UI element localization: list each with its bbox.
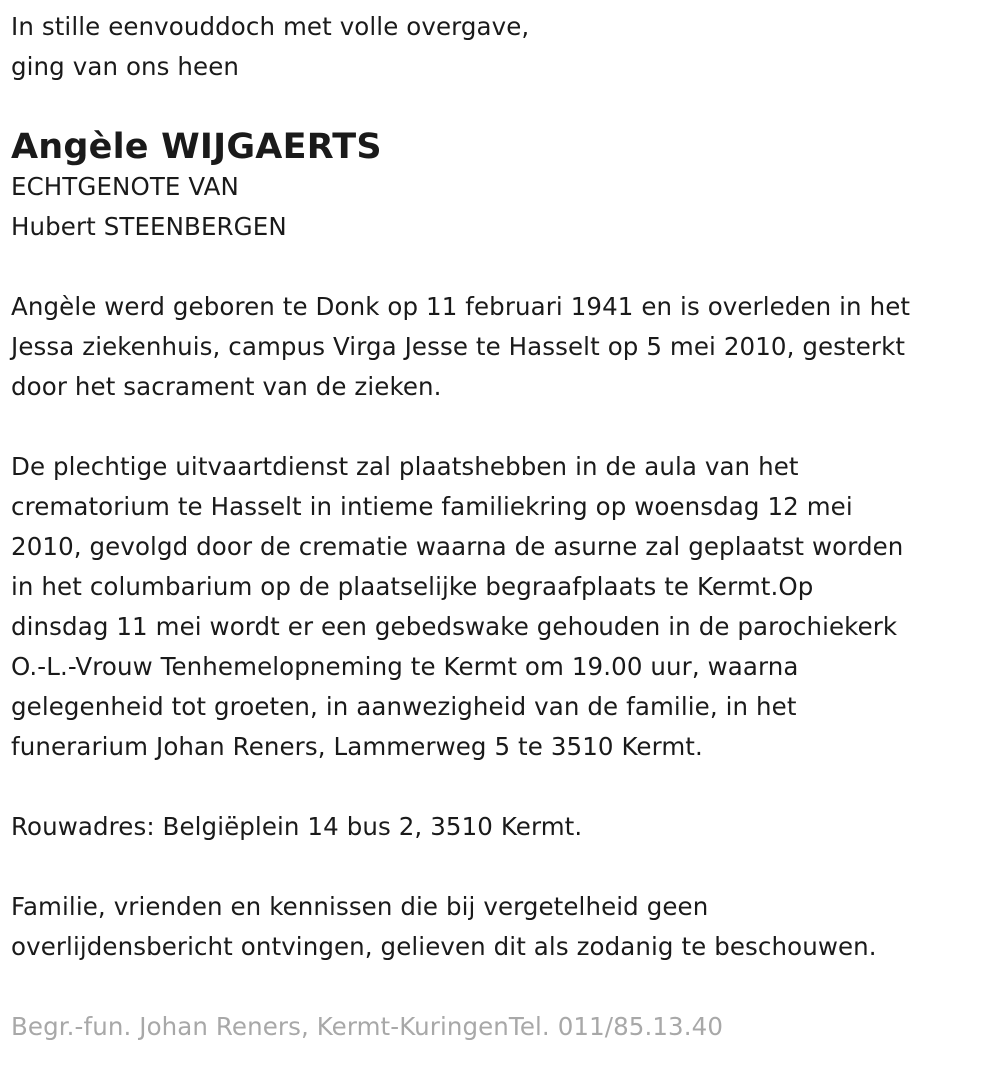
deceased-name: Angèle WIJGAERTS (11, 127, 382, 167)
intro-text (11, 7, 986, 87)
paragraph-line: gelegenheid tot groeten, in aanwezigheid van de familie, in het (11, 692, 797, 721)
footer-line: Begr.-fun. Johan Reners, Kermt-KuringenTel. 011/85.13.40 (11, 1012, 724, 1041)
funeral-home-footer (11, 1007, 986, 1047)
paragraph-line: in het columbarium op de plaatselijke begraafplaats te Kermt.Op (11, 572, 814, 601)
paragraph-line: dinsdag 11 mei wordt er een gebedswake gehouden in de parochiekerk (11, 612, 898, 641)
mourning-address (11, 807, 986, 847)
paragraph-line: 2010, gevolgd door de crematie waarna de asurne zal geplaatst worden (11, 532, 904, 561)
paragraph-line: De plechtige uitvaartdienst zal plaatshebben in de aula van het (11, 452, 799, 481)
obituary-document (11, 7, 986, 1047)
paragraph-line: funerarium Johan Reners, Lammerweg 5 te 3510 Kermt. (11, 732, 703, 761)
intro-line: In stille eenvouddoch met volle overgave, (11, 12, 530, 41)
paragraph-line: crematorium te Hasselt in intieme familiekring op woensdag 12 mei (11, 492, 853, 521)
funeral-paragraph (11, 447, 986, 767)
paragraph-line: Familie, vrienden en kennissen die bij vergetelheid geen (11, 892, 709, 921)
paragraph-line: Angèle werd geboren te Donk op 11 februari 1941 en is overleden in het (11, 292, 911, 321)
paragraph-line: overlijdensbericht ontvingen, gelieven dit als zodanig te beschouwen. (11, 932, 877, 961)
notice-paragraph (11, 887, 986, 967)
paragraph-line: door het sacrament van de zieken. (11, 372, 442, 401)
relation-label: ECHTGENOTE VAN (11, 172, 239, 201)
spouse-name: Hubert STEENBERGEN (11, 212, 287, 241)
paragraph-line: O.-L.-Vrouw Tenhemelopneming te Kermt om 19.00 uur, waarna (11, 652, 799, 681)
intro-line: ging van ons heen (11, 52, 240, 81)
birth-death-paragraph (11, 287, 986, 407)
address-line: Rouwadres: Belgiëplein 14 bus 2, 3510 Kermt. (11, 812, 583, 841)
paragraph-line: Jessa ziekenhuis, campus Virga Jesse te Hasselt op 5 mei 2010, gesterkt (11, 332, 906, 361)
